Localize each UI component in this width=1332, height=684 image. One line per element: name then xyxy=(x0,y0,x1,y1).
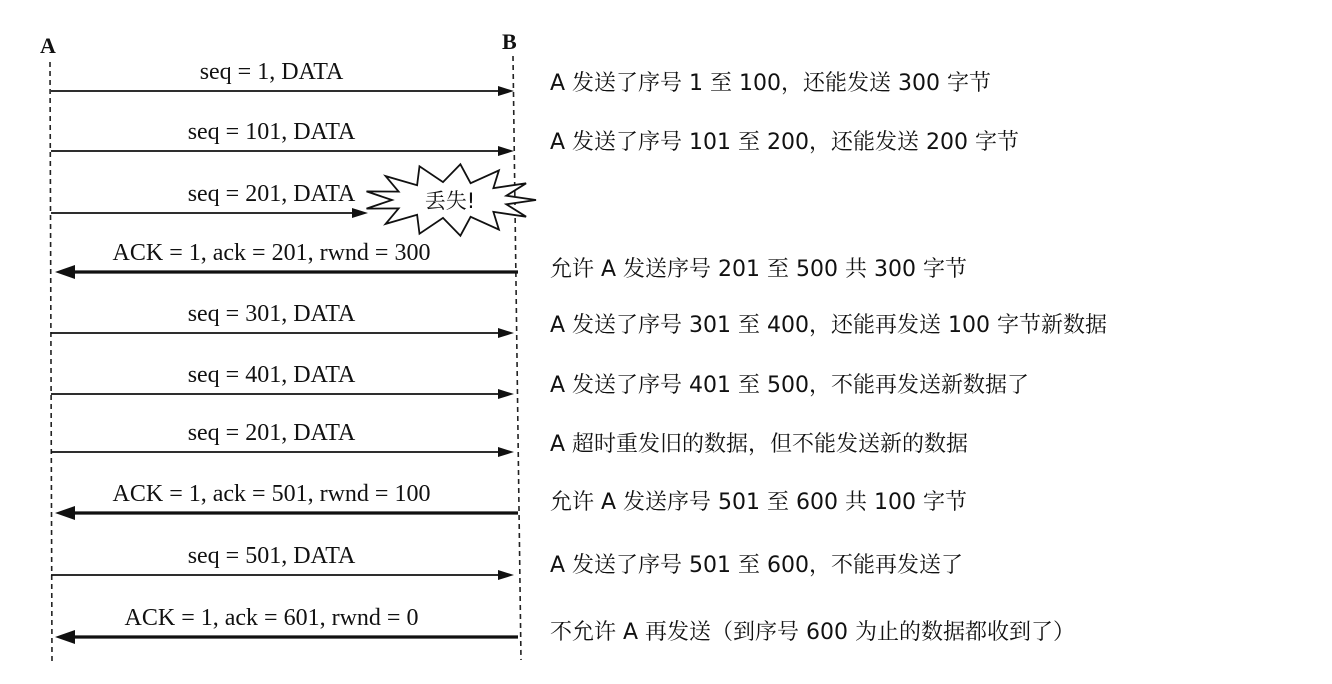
message-note: A 发送了序号 101 至 200，还能发送 200 字节 xyxy=(550,130,1019,155)
message-arrowhead xyxy=(498,146,514,156)
message-arrowhead xyxy=(55,265,75,279)
message xyxy=(55,605,1075,645)
message xyxy=(51,164,536,235)
lifeline-a xyxy=(50,62,52,662)
message-arrowhead xyxy=(55,506,75,520)
message-note: A 超时重发旧的数据，但不能发送新的数据 xyxy=(550,432,969,457)
message-arrowhead xyxy=(498,86,514,96)
message xyxy=(51,362,1029,399)
message-label: seq = 101, DATA xyxy=(187,119,356,145)
message-label: ACK = 1, ack = 201, rwnd = 300 xyxy=(112,240,431,266)
message-note: A 发送了序号 401 至 500，不能再发送新数据了 xyxy=(550,373,1030,398)
message-arrowhead xyxy=(498,389,514,399)
message-label: seq = 1, DATA xyxy=(199,59,344,85)
message xyxy=(55,240,967,282)
message-label: seq = 301, DATA xyxy=(187,301,356,327)
message-arrowhead xyxy=(498,328,514,338)
message-note: 允许 A 发送序号 501 至 600 共 100 字节 xyxy=(550,490,967,515)
endpoint-b-label: B xyxy=(502,29,517,54)
message-arrowhead xyxy=(498,447,514,457)
lifeline-b xyxy=(513,56,521,660)
message xyxy=(51,59,991,96)
message xyxy=(51,119,1019,156)
message-arrowhead xyxy=(55,630,75,644)
message xyxy=(51,301,1107,338)
endpoint-a-label: A xyxy=(40,33,56,58)
message-label: seq = 201, DATA xyxy=(187,420,356,446)
message xyxy=(51,543,963,580)
message-label: ACK = 1, ack = 601, rwnd = 0 xyxy=(124,605,419,631)
message xyxy=(51,420,968,457)
message-group xyxy=(51,59,1107,645)
message-label: seq = 401, DATA xyxy=(187,362,356,388)
message-note: A 发送了序号 1 至 100，还能发送 300 字节 xyxy=(550,71,991,96)
message-note: 不允许 A 再发送（到序号 600 为止的数据都收到了） xyxy=(550,620,1076,645)
message-note: A 发送了序号 501 至 600，不能再发送了 xyxy=(550,553,964,578)
message-label: seq = 501, DATA xyxy=(187,543,356,569)
message-arrowhead xyxy=(498,570,514,580)
message-arrowhead xyxy=(352,208,368,218)
message-note: A 发送了序号 301 至 400，还能再发送 100 字节新数据 xyxy=(550,313,1107,338)
message xyxy=(55,481,967,520)
message-label: seq = 201, DATA xyxy=(187,181,356,207)
lost-label: 丢失! xyxy=(424,189,476,213)
message-label: ACK = 1, ack = 501, rwnd = 100 xyxy=(112,481,431,507)
message-note: 允许 A 发送序号 201 至 500 共 300 字节 xyxy=(550,257,967,282)
